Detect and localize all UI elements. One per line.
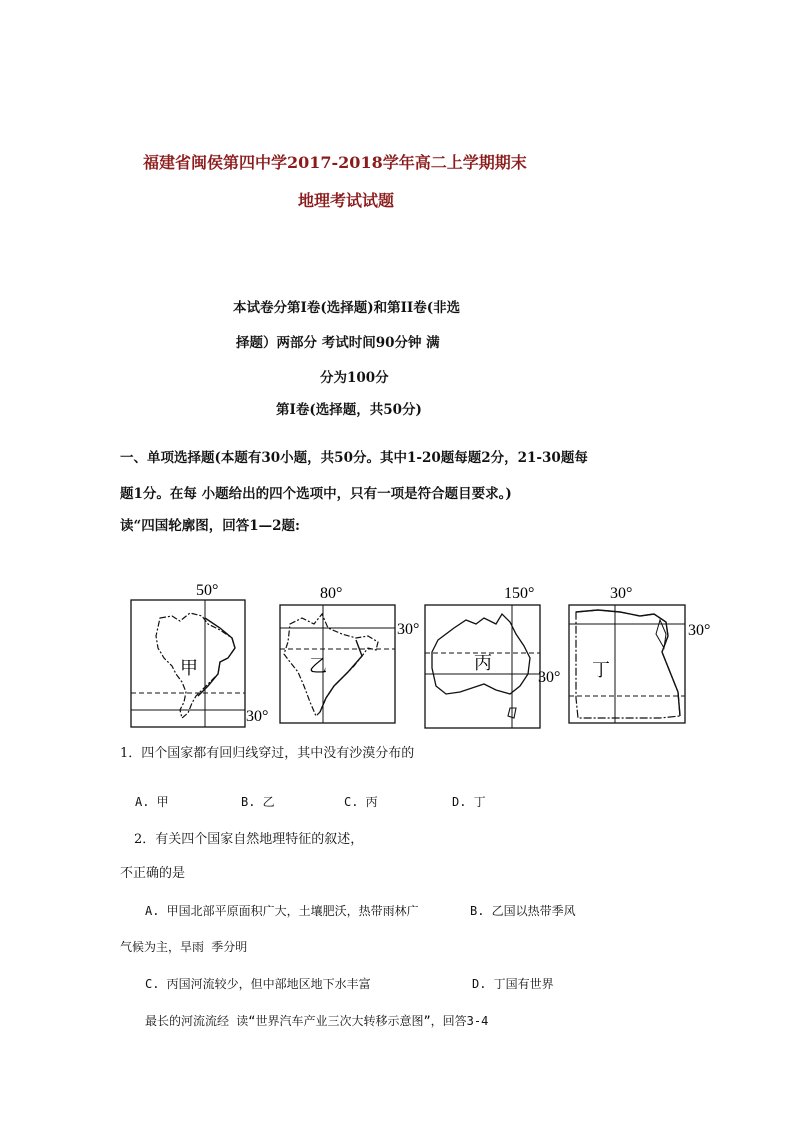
map-yi-label: 乙 — [309, 656, 327, 676]
q2-option-b-continued: 气候为主，旱雨 季分明 — [120, 940, 248, 954]
q1-option-a: A. 甲 — [135, 795, 169, 809]
map-yi — [280, 585, 419, 723]
q1-option-c: C. 丙 — [344, 795, 378, 809]
question-prompt: 读“四国轮廓图，回答1—2题: — [120, 518, 301, 534]
map-ding-longitude: 30° — [610, 585, 633, 602]
q2-option-c: C. 丙国河流较少，但中部地区地下水丰富 — [145, 977, 371, 991]
page-title-line1: 福建省闽侯第四中学2017-2018学年高二上学期期末 — [143, 153, 527, 172]
intro-line2: 择题）两部分 考试时间90分钟 满 — [236, 335, 440, 351]
q2-option-a: A. 甲国北部平原面积广大，土壤肥沃，热带雨林广 — [145, 904, 419, 918]
map-yi-latitude: 30° — [397, 621, 420, 638]
q2-option-b: B. 乙国以热带季风 — [470, 904, 576, 918]
map-jia-label: 甲 — [180, 658, 198, 678]
map-bing-longitude: 150° — [504, 585, 535, 602]
map-ding-latitude: 30° — [688, 622, 711, 639]
q2-option-d-continued: 最长的河流流经 读“世界汽车产业三次大转移示意图”，回答3-4 — [145, 1014, 489, 1028]
map-jia-longitude: 50° — [196, 582, 219, 599]
q1-stem: 1．四个国家都有回归线穿过，其中没有沙漠分布的 — [120, 746, 415, 761]
section-heading-line1: 一、单项选择题(本题有30小题，共50分。其中1-20题每题2分，21-30题每 — [120, 450, 588, 466]
map-ding-label: 丁 — [592, 660, 610, 680]
section-heading-line2: 题1分。在每 小题给出的四个选项中，只有一项是符合题目要求。) — [120, 486, 512, 502]
page-title-line2: 地理考试试题 — [298, 191, 395, 210]
map-bing-latitude: 30° — [538, 669, 561, 686]
q1-option-d: D. 丁 — [452, 795, 486, 809]
q2-stem-line1: 2．有关四个国家自然地理特征的叙述， — [134, 832, 364, 847]
q2-option-d: D. 丁国有世界 — [472, 977, 554, 991]
map-jia — [131, 582, 268, 727]
map-bing-label: 丙 — [474, 653, 492, 673]
map-jia-latitude: 30° — [246, 708, 269, 725]
map-yi-longitude: 80° — [320, 585, 343, 602]
map-ding — [569, 585, 710, 723]
map-bing — [425, 585, 560, 728]
q2-stem-line2: 不正确的是 — [120, 866, 186, 881]
q1-option-b: B. 乙 — [241, 795, 275, 809]
four-country-outline-figure — [120, 578, 711, 733]
intro-line4: 第I卷(选择题，共50分) — [276, 402, 422, 418]
intro-line1: 本试卷分第I卷(选择题)和第II卷(非选 — [233, 300, 461, 316]
intro-line3: 分为100分 — [320, 370, 389, 386]
